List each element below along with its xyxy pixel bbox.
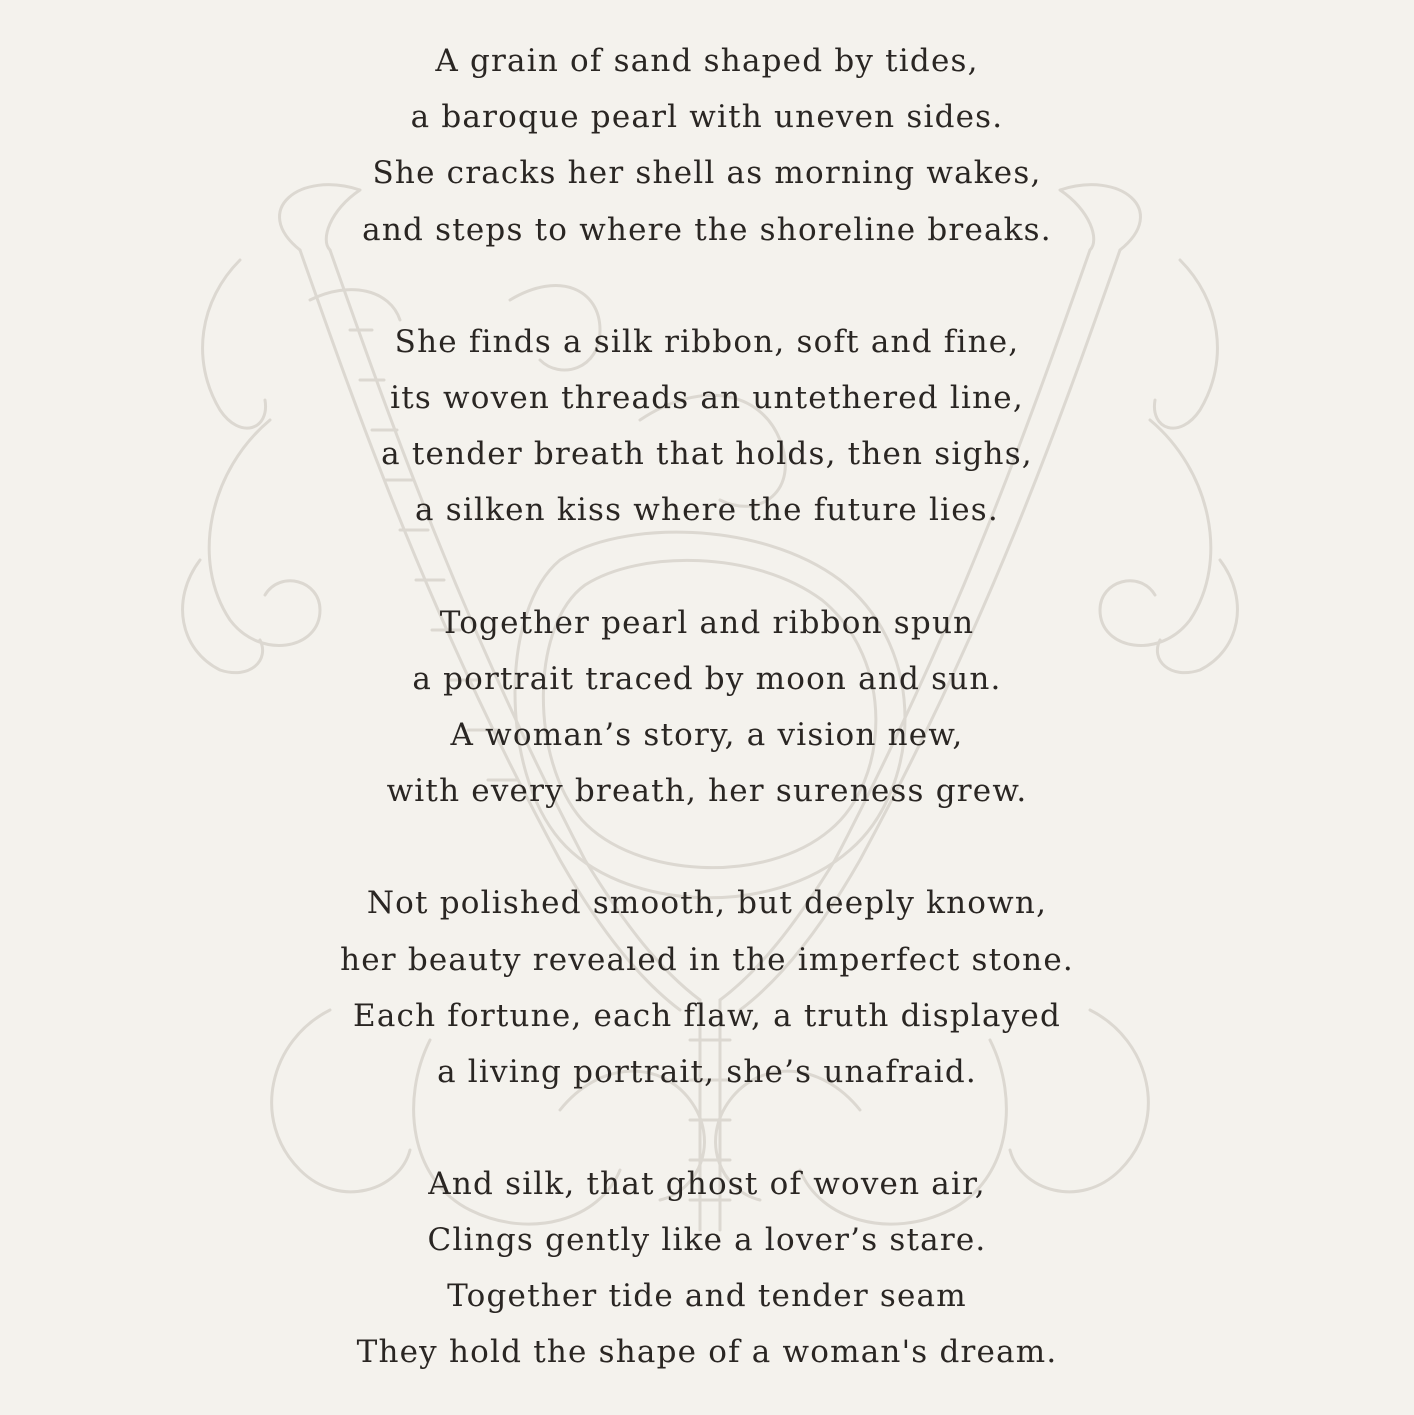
poem-line: a silken kiss where the future lies. [415, 492, 999, 528]
poem-line: her beauty revealed in the imperfect stone. [340, 942, 1074, 978]
poem-line: and steps to where the shoreline breaks. [362, 212, 1052, 248]
poem-line: a baroque pearl with uneven sides. [410, 99, 1004, 135]
poem-line: They hold the shape of a woman's dream. [356, 1334, 1058, 1370]
poem-line: Clings gently like a lover’s stare. [427, 1222, 987, 1258]
poem-line: She finds a silk ribbon, soft and fine, [394, 324, 1020, 360]
poem-line: with every breath, her sureness grew. [386, 773, 1028, 809]
poem-line: its woven threads an untethered line, [390, 380, 1024, 416]
poem-line: a living portrait, she’s unafraid. [437, 1054, 977, 1090]
poem-line: Together pearl and ribbon spun [439, 605, 975, 641]
poem-line: A woman’s story, a vision new, [450, 717, 964, 753]
poem-line: a portrait traced by moon and sun. [412, 661, 1002, 697]
poem-line: A grain of sand shaped by tides, [435, 43, 979, 79]
poem-line: Each fortune, each flaw, a truth displayed [353, 998, 1061, 1034]
poem-line: Together tide and tender seam [447, 1278, 967, 1314]
poem-line: Not polished smooth, but deeply known, [366, 885, 1048, 921]
poem-line: a tender breath that holds, then sighs, [381, 436, 1033, 472]
poem-line: And silk, that ghost of woven air, [428, 1166, 986, 1202]
poem-line: She cracks her shell as morning wakes, [372, 155, 1042, 191]
